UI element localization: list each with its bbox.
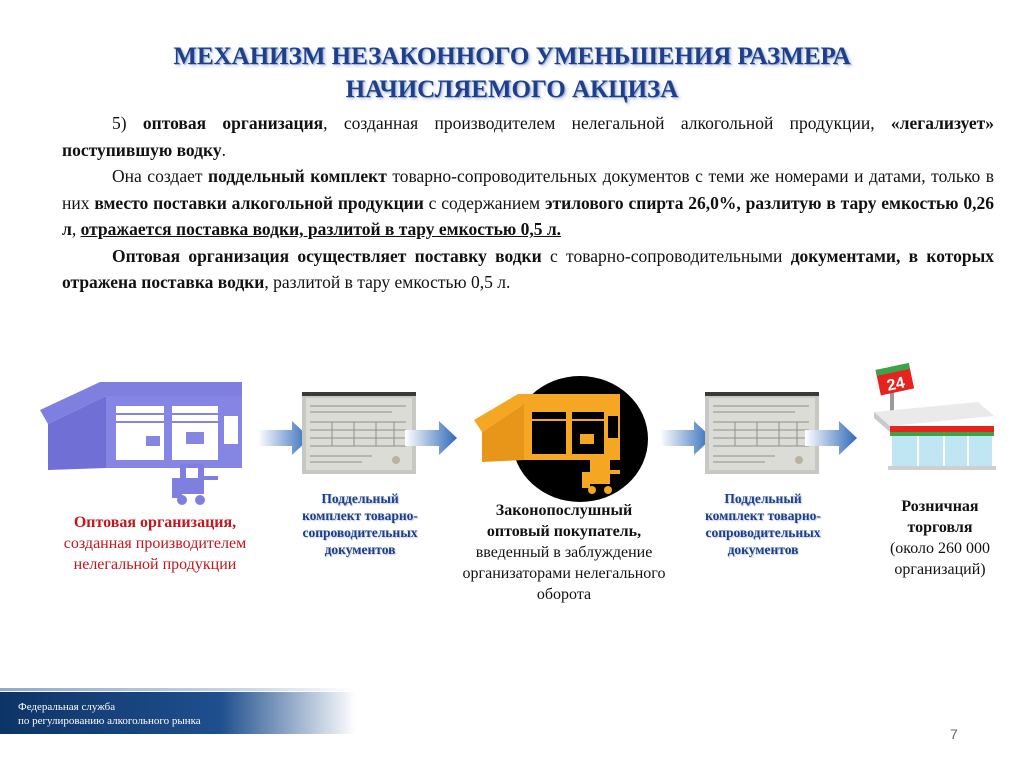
p2-text-4: , — [71, 219, 81, 239]
caption-buyer-line-1: Законопослушный — [495, 502, 633, 519]
caption-fake-docs-1 — [280, 490, 440, 558]
caption-buyer-line-4: организаторами нелегального — [462, 565, 666, 582]
caption-buyer-line-2: оптовый покупатель, — [486, 523, 642, 540]
slide-title — [0, 40, 1024, 106]
p1-text-1: , созданная производителем нелегальной алкогольной продукции, — [323, 113, 891, 133]
caption-buyer — [430, 500, 698, 605]
document-icon — [302, 392, 416, 474]
caption-retail-line-3: (около 260 000 — [889, 540, 991, 557]
page-number: 7 — [950, 726, 958, 742]
store-badge-text: 24 — [885, 374, 907, 395]
p1-bold-2: «легализует» поступившую водку — [62, 113, 994, 160]
caption-fake-docs-line-4: документов — [324, 542, 396, 557]
warehouse-dark-icon — [470, 376, 648, 502]
caption-fake-docs-line-4: документов — [727, 542, 799, 557]
arrow-right-icon — [405, 421, 457, 455]
p1-end: . — [221, 139, 226, 160]
p2-bold-3: этилового спирта 26,0%, разлитую в тару емкостью 0,26 л — [62, 192, 994, 239]
p1-num: 5) — [112, 113, 143, 133]
p3-text-1: с товарно-сопроводительными — [541, 245, 791, 266]
p2-bold-2: вместо поставки алкогольной продукции — [94, 192, 424, 213]
caption-wholesale-line-2: созданная производителем — [63, 535, 247, 552]
caption-fake-docs-line-1: Поддельный — [724, 491, 802, 506]
footer-text — [18, 700, 201, 728]
caption-wholesale-line-1: Оптовая организация, — [73, 514, 237, 531]
p2-bold-1: поддельный комплект — [208, 166, 387, 186]
caption-retail-line-1: Розничная — [901, 498, 979, 515]
p2-text-2: товарно-сопроводительных документов с теми же номерами и датами, только в них — [62, 166, 994, 213]
caption-retail-line-2: торговля — [907, 519, 973, 536]
warehouse-icon — [36, 380, 254, 506]
caption-fake-docs-line-3: сопроводительных — [705, 525, 821, 540]
document-icon — [705, 392, 819, 474]
caption-fake-docs-2 — [683, 490, 843, 558]
footer-line-2: по регулированию алкогольного рынка — [18, 715, 201, 727]
p3-bold-1: Оптовая организация осуществляет поставку водки — [112, 245, 542, 266]
p1-bold-1: оптовая организация — [142, 113, 324, 133]
footer-stripe — [0, 688, 356, 691]
p3-bold-2: документами, в которых отражена поставка водки — [62, 245, 994, 292]
arrow-right-icon — [805, 421, 857, 455]
caption-buyer-line-5: оборота — [536, 586, 592, 603]
caption-fake-docs-line-3: сопроводительных — [302, 525, 418, 540]
title-line-2: НАЧИСЛЯЕМОГО АКЦИЗА — [345, 76, 679, 103]
caption-wholesale — [30, 512, 280, 575]
paragraph-1 — [62, 110, 994, 163]
p2-text-1: Она создает — [112, 166, 209, 186]
caption-retail — [850, 496, 1024, 580]
caption-fake-docs-line-1: Поддельный — [321, 491, 399, 506]
p2-underlined: отражается поставка водки, разлитой в тару емкостью 0,5 л. — [80, 219, 562, 239]
paragraph-2 — [62, 163, 994, 243]
p3-text-2: , разлитой в тару емкостью 0,5 л. — [264, 272, 511, 292]
caption-retail-line-4: организаций) — [894, 561, 986, 578]
body-text — [62, 110, 994, 296]
caption-fake-docs-line-2: комплект товарно- — [302, 508, 418, 523]
caption-buyer-line-3: введенный в заблуждение — [475, 544, 653, 561]
p2-text-3: с содержанием — [423, 192, 545, 213]
footer-line-1: Федеральная служба — [18, 701, 116, 713]
store-24-icon — [868, 360, 998, 472]
title-line-1: МЕХАНИЗМ НЕЗАКОННОГО УМЕНЬШЕНИЯ РАЗМЕРА — [173, 43, 851, 70]
caption-fake-docs-line-2: комплект товарно- — [705, 508, 821, 523]
caption-wholesale-line-3: нелегальной продукции — [73, 556, 237, 573]
paragraph-3 — [62, 243, 994, 296]
